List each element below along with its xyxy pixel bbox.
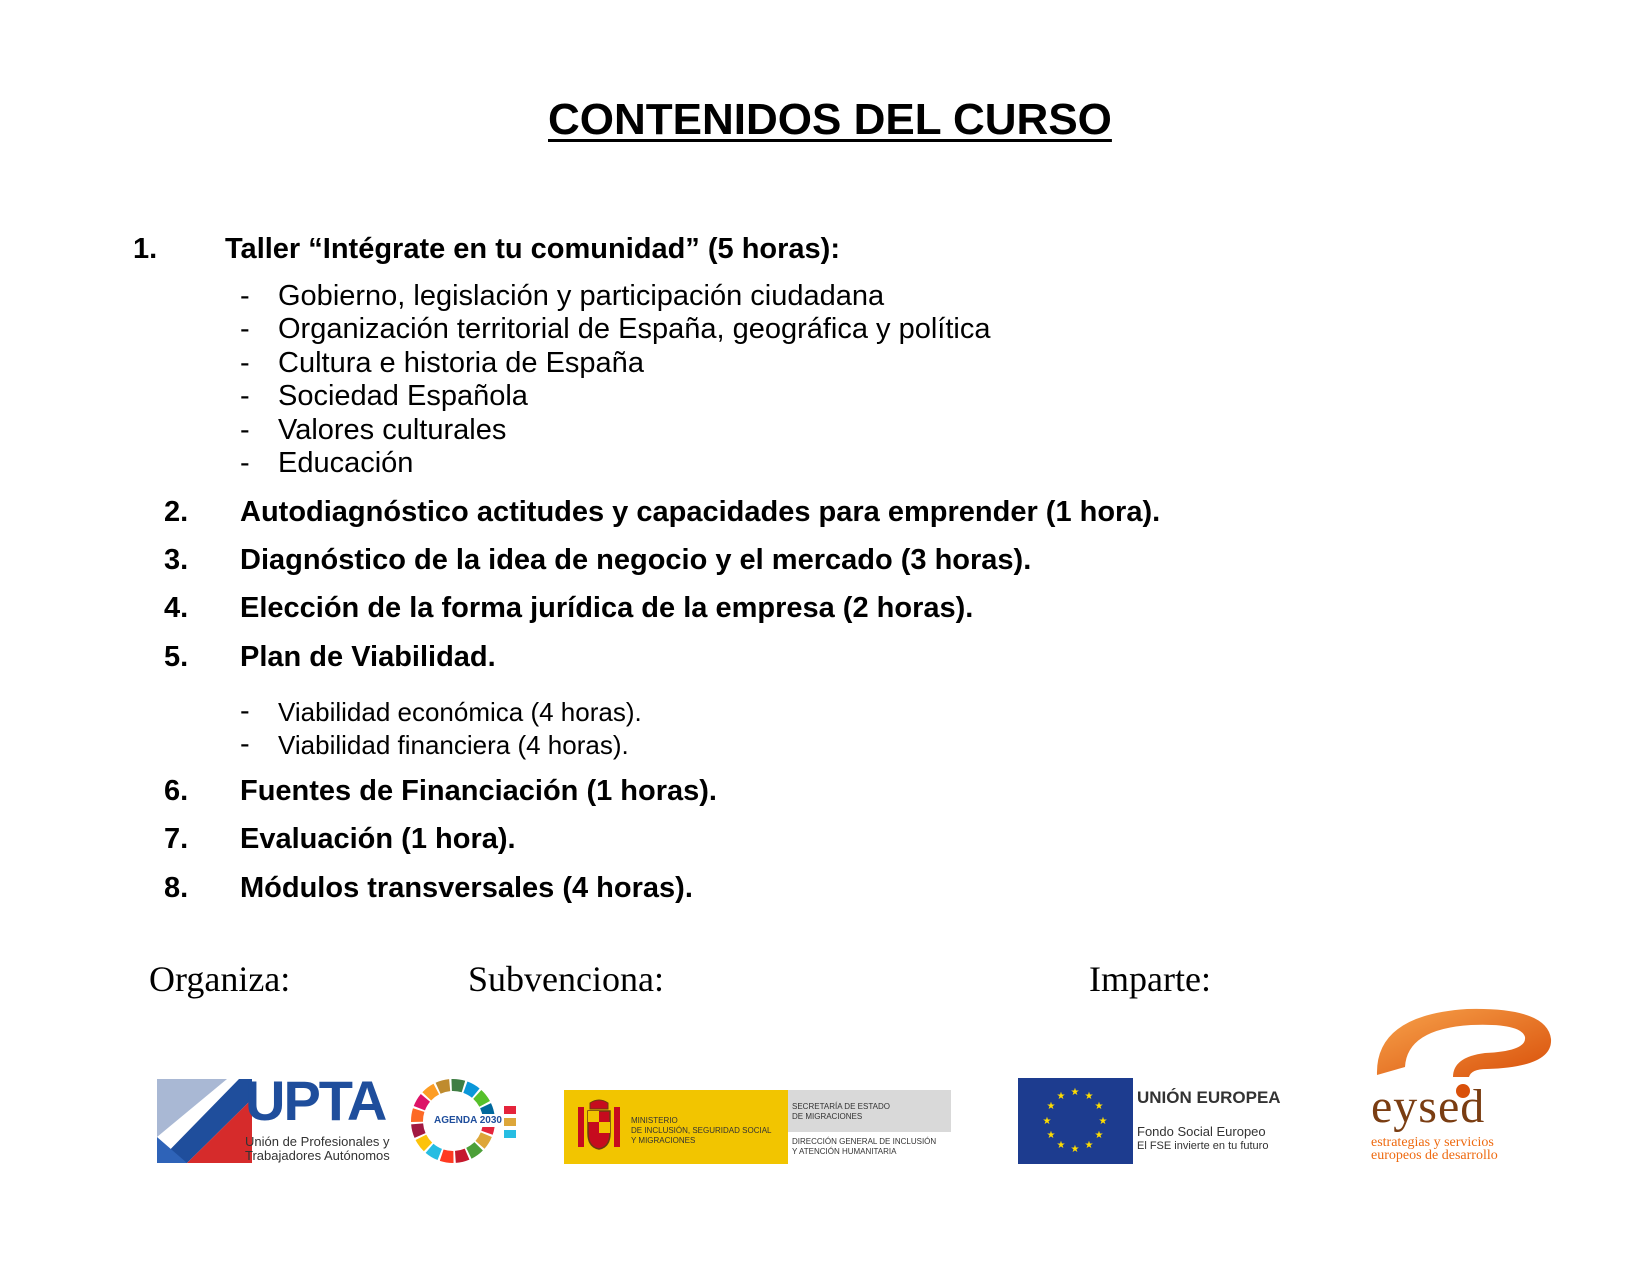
eu-logo [1018,1078,1281,1164]
list-bullet: - [240,414,250,446]
direccion-line1: DIRECCIÓN GENERAL DE INCLUSIÓN [792,1137,937,1146]
module-heading: Plan de Viabilidad. [240,641,496,673]
module-1-number: 1. [133,233,158,265]
module-number: 8. [164,872,189,904]
page-title: CONTENIDOS DEL CURSO [548,95,1112,144]
module-1-heading: Taller “Intégrate en tu comunidad” (5 horas): [225,233,840,265]
svg-text:★: ★ [1094,1101,1104,1112]
ministerio-line1: MINISTERIO [631,1116,678,1125]
svg-text:★: ★ [1056,1091,1066,1102]
module-number: 5. [164,641,189,673]
subvenciona-label: Subvenciona: [468,959,664,999]
svg-text:★: ★ [1042,1116,1052,1127]
upta-name: UPTA [245,1069,386,1132]
svg-text:★: ★ [1094,1130,1104,1141]
agenda-bar [504,1118,516,1126]
module-heading: Elección de la forma jurídica de la empresa (2 horas). [240,592,974,624]
svg-text:★: ★ [1070,1144,1080,1155]
eysed-name: eysed [1371,1080,1486,1133]
module-number: 4. [164,592,189,624]
module-5-item: Viabilidad económica (4 horas). [278,697,642,727]
secretaria-line2: DE MIGRACIONES [792,1112,863,1121]
module-1-item: Educación [278,447,414,479]
list-bullet: - [240,347,250,379]
module-number: 7. [164,823,189,855]
upta-logo [157,1069,402,1164]
secretaria-line1: SECRETARÍA DE ESTADO [792,1102,890,1111]
list-bullet: - [240,447,250,479]
list-bullet: - [240,313,250,345]
eysed-line2: europeos de desarrollo [1371,1148,1498,1163]
module-5-item: Viabilidad financiera (4 horas). [278,730,629,760]
svg-text:★: ★ [1070,1087,1080,1098]
list-bullet: - [240,695,250,727]
svg-text:★: ★ [1056,1140,1066,1151]
agenda-2030-logo [410,1078,530,1164]
ministerio-line3: Y MIGRACIONES [631,1136,696,1145]
eysed-line1: estrategias y servicios [1371,1135,1494,1150]
upta-line1: Unión de Profesionales y [245,1134,390,1149]
svg-text:★: ★ [1084,1140,1094,1151]
list-bullet: - [240,280,250,312]
svg-text:★: ★ [1098,1116,1108,1127]
module-heading: Módulos transversales (4 horas). [240,872,693,904]
eysed-logo [1365,1005,1560,1170]
ministerio-logo [564,1090,951,1164]
module-1-item: Cultura e historia de España [278,347,644,379]
eu-line2: El FSE invierte en tu futuro [1137,1140,1269,1152]
spain-coat-of-arms-icon [574,1099,624,1155]
module-1-item: Gobierno, legislación y participación ciudadana [278,280,885,312]
agenda-text: AGENDA 2030 [434,1115,502,1126]
organiza-label: Organiza: [149,959,291,999]
list-bullet: - [240,728,250,760]
eu-line1: Fondo Social Europeo [1137,1124,1266,1139]
svg-text:★: ★ [1046,1101,1056,1112]
agenda-bar [504,1106,516,1114]
module-number: 2. [164,496,189,528]
ministerio-line2: DE INCLUSIÓN, SEGURIDAD SOCIAL [631,1126,772,1135]
svg-text:★: ★ [1046,1130,1056,1141]
agenda-bar [504,1130,516,1138]
module-1-item: Valores culturales [278,414,507,446]
module-1-item: Sociedad Española [278,380,528,412]
eu-title: UNIÓN EUROPEA [1137,1088,1281,1107]
module-1-item: Organización territorial de España, geográfica y política [278,313,991,345]
imparte-label: Imparte: [1089,959,1211,999]
module-heading: Fuentes de Financiación (1 horas). [240,775,717,807]
list-bullet: - [240,380,250,412]
svg-text:★: ★ [1084,1091,1094,1102]
module-heading: Diagnóstico de la idea de negocio y el mercado (3 horas). [240,544,1032,576]
direccion-line2: Y ATENCIÓN HUMANITARIA [792,1147,897,1156]
module-number: 3. [164,544,189,576]
upta-k-icon [157,1079,252,1163]
module-number: 6. [164,775,189,807]
module-heading: Autodiagnóstico actitudes y capacidades para emprender (1 hora). [240,496,1161,528]
upta-line2: Trabajadores Autónomos [245,1148,390,1163]
module-heading: Evaluación (1 hora). [240,823,516,855]
eu-flag-icon [1018,1078,1133,1164]
